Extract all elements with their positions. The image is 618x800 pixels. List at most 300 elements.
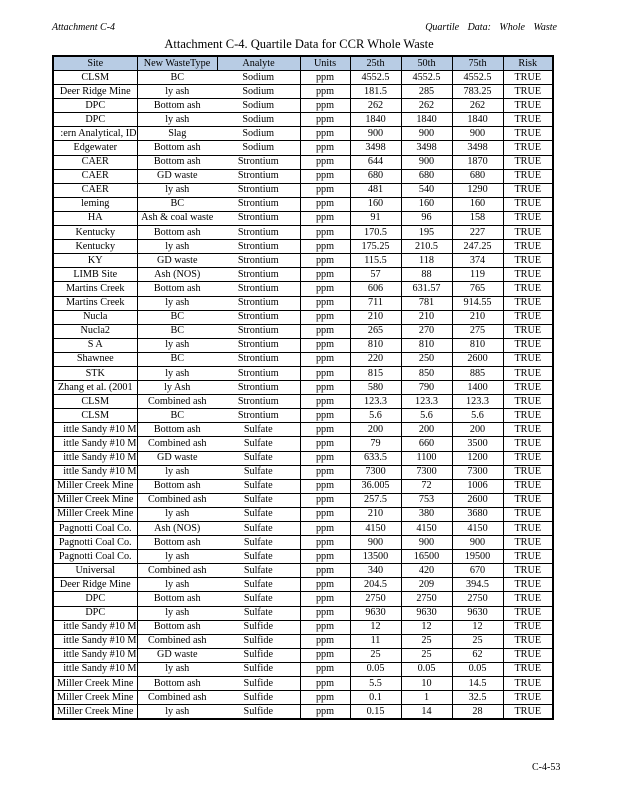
cell-units: ppm	[300, 536, 350, 550]
cell-p25: 4150	[350, 522, 401, 536]
cell-site: DPC	[53, 113, 137, 127]
cell-site: Nucla2	[53, 324, 137, 338]
cell-site: leming	[53, 197, 137, 211]
col-header-units: Units	[300, 56, 350, 71]
cell-p75: 9630	[452, 606, 503, 620]
cell-analyte: Sulfate	[217, 493, 300, 507]
cell-p75: 119	[452, 268, 503, 282]
cell-p25: 4552.5	[350, 71, 401, 85]
cell-site: ittle Sandy #10 M	[53, 620, 137, 634]
cell-analyte: Strontium	[217, 310, 300, 324]
cell-risk: TRUE	[503, 324, 553, 338]
cell-site: ittle Sandy #10 M	[53, 465, 137, 479]
cell-p75: 1006	[452, 479, 503, 493]
cell-p75: 62	[452, 648, 503, 662]
cell-waste-type: ly Ash	[137, 381, 217, 395]
cell-site: Kentucky	[53, 226, 137, 240]
cell-analyte: Sulfide	[217, 634, 300, 648]
cell-site: ittle Sandy #10 M	[53, 423, 137, 437]
cell-site: Martins Creek	[53, 282, 137, 296]
cell-risk: TRUE	[503, 240, 553, 254]
cell-units: ppm	[300, 296, 350, 310]
table-title-text: Attachment C-4. Quartile Data for CCR Whole Waste	[164, 37, 434, 51]
cell-units: ppm	[300, 451, 350, 465]
cell-risk: TRUE	[503, 451, 553, 465]
cell-p75: 32.5	[452, 691, 503, 705]
cell-risk: TRUE	[503, 507, 553, 521]
cell-p25: 711	[350, 296, 401, 310]
cell-site: DPC	[53, 606, 137, 620]
cell-p25: 262	[350, 99, 401, 113]
table-row	[53, 578, 553, 592]
cell-waste-type: BC	[137, 352, 217, 366]
cell-waste-type: ly ash	[137, 240, 217, 254]
cell-analyte: Sodium	[217, 71, 300, 85]
table-row	[53, 155, 553, 169]
cell-risk: TRUE	[503, 662, 553, 676]
cell-waste-type: ly ash	[137, 366, 217, 380]
cell-waste-type: Bottom ash	[137, 592, 217, 606]
cell-p75: 5.6	[452, 409, 503, 423]
cell-waste-type: Slag	[137, 127, 217, 141]
cell-analyte: Strontium	[217, 409, 300, 423]
cell-units: ppm	[300, 705, 350, 720]
cell-p75: 885	[452, 366, 503, 380]
cell-p50: 25	[401, 648, 452, 662]
cell-units: ppm	[300, 127, 350, 141]
quartile-data-table	[52, 55, 554, 720]
cell-p25: 257.5	[350, 493, 401, 507]
cell-units: ppm	[300, 352, 350, 366]
table-row	[53, 465, 553, 479]
cell-waste-type: Combined ash	[137, 691, 217, 705]
cell-site: Kentucky	[53, 240, 137, 254]
cell-waste-type: ly ash	[137, 183, 217, 197]
cell-analyte: Strontium	[217, 197, 300, 211]
cell-site: LIMB Site	[53, 268, 137, 282]
cell-p75: 394.5	[452, 578, 503, 592]
cell-waste-type: BC	[137, 197, 217, 211]
cell-p25: 7300	[350, 465, 401, 479]
cell-analyte: Sulfate	[217, 592, 300, 606]
cell-waste-type: Bottom ash	[137, 282, 217, 296]
cell-site: DPC	[53, 592, 137, 606]
cell-units: ppm	[300, 324, 350, 338]
table-row	[53, 141, 553, 155]
cell-p75: 158	[452, 211, 503, 225]
cell-risk: TRUE	[503, 634, 553, 648]
cell-risk: TRUE	[503, 550, 553, 564]
cell-waste-type: Ash & coal waste	[137, 211, 217, 225]
cell-waste-type: ly ash	[137, 662, 217, 676]
cell-p50: 7300	[401, 465, 452, 479]
cell-p50: 1100	[401, 451, 452, 465]
cell-risk: TRUE	[503, 395, 553, 409]
cell-site: Martins Creek	[53, 296, 137, 310]
cell-p75: 2600	[452, 352, 503, 366]
cell-p25: 0.05	[350, 662, 401, 676]
cell-analyte: Strontium	[217, 352, 300, 366]
table-row	[53, 691, 553, 705]
cell-analyte: Strontium	[217, 254, 300, 268]
cell-p50: 25	[401, 634, 452, 648]
cell-risk: TRUE	[503, 282, 553, 296]
cell-units: ppm	[300, 268, 350, 282]
cell-p75: 900	[452, 536, 503, 550]
cell-p75: 2600	[452, 493, 503, 507]
cell-units: ppm	[300, 169, 350, 183]
cell-site: Miller Creek Mine	[53, 479, 137, 493]
cell-analyte: Strontium	[217, 183, 300, 197]
cell-p25: 810	[350, 338, 401, 352]
cell-waste-type: ly ash	[137, 465, 217, 479]
cell-risk: TRUE	[503, 155, 553, 169]
cell-risk: TRUE	[503, 409, 553, 423]
cell-analyte: Sulfate	[217, 507, 300, 521]
cell-units: ppm	[300, 522, 350, 536]
cell-p25: 265	[350, 324, 401, 338]
cell-analyte: Strontium	[217, 226, 300, 240]
cell-analyte: Sulfate	[217, 522, 300, 536]
cell-units: ppm	[300, 465, 350, 479]
cell-units: ppm	[300, 395, 350, 409]
cell-p50: 680	[401, 169, 452, 183]
cell-risk: TRUE	[503, 226, 553, 240]
cell-units: ppm	[300, 381, 350, 395]
cell-p75: 210	[452, 310, 503, 324]
table-row	[53, 423, 553, 437]
cell-units: ppm	[300, 366, 350, 380]
cell-p75: 19500	[452, 550, 503, 564]
cell-site: ern Analytical, ID:	[53, 127, 137, 141]
cell-p50: 123.3	[401, 395, 452, 409]
cell-p25: 12	[350, 620, 401, 634]
cell-analyte: Strontium	[217, 169, 300, 183]
cell-p50: 631.57	[401, 282, 452, 296]
cell-site: ittle Sandy #10 M	[53, 634, 137, 648]
cell-p50: 781	[401, 296, 452, 310]
cell-units: ppm	[300, 155, 350, 169]
cell-risk: TRUE	[503, 366, 553, 380]
cell-site: CLSM	[53, 71, 137, 85]
cell-risk: TRUE	[503, 197, 553, 211]
cell-units: ppm	[300, 211, 350, 225]
cell-p75: 160	[452, 197, 503, 211]
running-header-right: Quartile Data: Whole Waste	[425, 22, 557, 33]
cell-p25: 5.6	[350, 409, 401, 423]
cell-waste-type: BC	[137, 71, 217, 85]
cell-site: ittle Sandy #10 M	[53, 437, 137, 451]
cell-analyte: Sulfate	[217, 423, 300, 437]
cell-p25: 5.5	[350, 677, 401, 691]
cell-p50: 753	[401, 493, 452, 507]
cell-p50: 380	[401, 507, 452, 521]
cell-p75: 262	[452, 99, 503, 113]
cell-p25: 204.5	[350, 578, 401, 592]
table-row	[53, 71, 553, 85]
cell-analyte: Sulfate	[217, 578, 300, 592]
table-row	[53, 620, 553, 634]
cell-units: ppm	[300, 71, 350, 85]
cell-p25: 1840	[350, 113, 401, 127]
cell-analyte: Sodium	[217, 141, 300, 155]
cell-p25: 160	[350, 197, 401, 211]
cell-waste-type: Bottom ash	[137, 620, 217, 634]
cell-analyte: Sulfate	[217, 451, 300, 465]
cell-analyte: Strontium	[217, 395, 300, 409]
cell-p75: 275	[452, 324, 503, 338]
cell-analyte: Sulfate	[217, 550, 300, 564]
cell-p50: 16500	[401, 550, 452, 564]
cell-analyte: Sulfate	[217, 437, 300, 451]
cell-site: DPC	[53, 99, 137, 113]
cell-site: Zhang et al. (2001	[53, 381, 137, 395]
cell-p50: 0.05	[401, 662, 452, 676]
cell-risk: TRUE	[503, 127, 553, 141]
cell-p50: 250	[401, 352, 452, 366]
cell-waste-type: ly ash	[137, 705, 217, 720]
cell-p25: 79	[350, 437, 401, 451]
cell-p25: 11	[350, 634, 401, 648]
cell-waste-type: Bottom ash	[137, 226, 217, 240]
cell-units: ppm	[300, 141, 350, 155]
cell-risk: TRUE	[503, 578, 553, 592]
cell-analyte: Strontium	[217, 338, 300, 352]
table-row	[53, 451, 553, 465]
cell-p50: 5.6	[401, 409, 452, 423]
cell-site: Miller Creek Mine	[53, 507, 137, 521]
cell-p25: 210	[350, 310, 401, 324]
cell-p50: 1	[401, 691, 452, 705]
cell-waste-type: ly ash	[137, 296, 217, 310]
col-header-25th: 25th	[350, 56, 401, 71]
cell-analyte: Sulfate	[217, 536, 300, 550]
cell-waste-type: ly ash	[137, 338, 217, 352]
cell-waste-type: ly ash	[137, 606, 217, 620]
cell-p25: 25	[350, 648, 401, 662]
cell-risk: TRUE	[503, 113, 553, 127]
cell-p25: 3498	[350, 141, 401, 155]
table-row	[53, 85, 553, 99]
cell-site: Miller Creek Mine	[53, 705, 137, 720]
cell-p50: 118	[401, 254, 452, 268]
cell-units: ppm	[300, 240, 350, 254]
cell-risk: TRUE	[503, 183, 553, 197]
cell-p75: 123.3	[452, 395, 503, 409]
cell-risk: TRUE	[503, 310, 553, 324]
cell-waste-type: Ash (NOS)	[137, 522, 217, 536]
table-row	[53, 395, 553, 409]
cell-p25: 123.3	[350, 395, 401, 409]
cell-waste-type: GD waste	[137, 648, 217, 662]
cell-units: ppm	[300, 282, 350, 296]
table-row	[53, 324, 553, 338]
cell-waste-type: BC	[137, 324, 217, 338]
cell-risk: TRUE	[503, 296, 553, 310]
cell-risk: TRUE	[503, 606, 553, 620]
cell-p25: 0.15	[350, 705, 401, 720]
cell-p50: 270	[401, 324, 452, 338]
table-row	[53, 113, 553, 127]
table-row	[53, 536, 553, 550]
cell-units: ppm	[300, 677, 350, 691]
cell-waste-type: Bottom ash	[137, 141, 217, 155]
cell-p25: 13500	[350, 550, 401, 564]
cell-waste-type: ly ash	[137, 507, 217, 521]
cell-risk: TRUE	[503, 620, 553, 634]
cell-p25: 181.5	[350, 85, 401, 99]
col-header-site: Site	[53, 56, 137, 71]
cell-risk: TRUE	[503, 437, 553, 451]
table-row	[53, 99, 553, 113]
cell-p50: 209	[401, 578, 452, 592]
table-row	[53, 479, 553, 493]
cell-p75: 374	[452, 254, 503, 268]
cell-risk: TRUE	[503, 85, 553, 99]
table-row	[53, 564, 553, 578]
cell-units: ppm	[300, 310, 350, 324]
cell-analyte: Sulfate	[217, 479, 300, 493]
cell-waste-type: Combined ash	[137, 395, 217, 409]
table-body	[53, 71, 553, 720]
cell-analyte: Strontium	[217, 296, 300, 310]
cell-p75: 0.05	[452, 662, 503, 676]
cell-waste-type: Bottom ash	[137, 155, 217, 169]
cell-p75: 1290	[452, 183, 503, 197]
cell-p25: 0.1	[350, 691, 401, 705]
cell-analyte: Strontium	[217, 211, 300, 225]
cell-risk: TRUE	[503, 169, 553, 183]
cell-p50: 285	[401, 85, 452, 99]
cell-waste-type: Bottom ash	[137, 479, 217, 493]
cell-p75: 1870	[452, 155, 503, 169]
cell-site: S A	[53, 338, 137, 352]
cell-risk: TRUE	[503, 211, 553, 225]
cell-p50: 900	[401, 155, 452, 169]
table-row	[53, 634, 553, 648]
table-row	[53, 677, 553, 691]
cell-p75: 1200	[452, 451, 503, 465]
cell-p75: 670	[452, 564, 503, 578]
cell-analyte: Sulfide	[217, 705, 300, 720]
cell-site: Shawnee	[53, 352, 137, 366]
cell-units: ppm	[300, 423, 350, 437]
cell-p50: 900	[401, 536, 452, 550]
cell-site: Deer Ridge Mine	[53, 578, 137, 592]
cell-waste-type: Bottom ash	[137, 99, 217, 113]
cell-units: ppm	[300, 606, 350, 620]
cell-waste-type: ly ash	[137, 550, 217, 564]
cell-p75: 914.55	[452, 296, 503, 310]
cell-waste-type: GD waste	[137, 451, 217, 465]
cell-units: ppm	[300, 648, 350, 662]
cell-p75: 3498	[452, 141, 503, 155]
cell-units: ppm	[300, 338, 350, 352]
cell-p25: 220	[350, 352, 401, 366]
cell-p75: 12	[452, 620, 503, 634]
cell-p50: 14	[401, 705, 452, 720]
cell-p25: 340	[350, 564, 401, 578]
cell-risk: TRUE	[503, 564, 553, 578]
cell-site: Edgewater	[53, 141, 137, 155]
cell-units: ppm	[300, 113, 350, 127]
cell-risk: TRUE	[503, 254, 553, 268]
cell-site: STK	[53, 366, 137, 380]
cell-p50: 4552.5	[401, 71, 452, 85]
cell-p50: 9630	[401, 606, 452, 620]
cell-p50: 210	[401, 310, 452, 324]
cell-p75: 4150	[452, 522, 503, 536]
cell-p75: 14.5	[452, 677, 503, 691]
cell-p75: 680	[452, 169, 503, 183]
cell-p75: 200	[452, 423, 503, 437]
cell-waste-type: Bottom ash	[137, 423, 217, 437]
cell-analyte: Sodium	[217, 85, 300, 99]
cell-p25: 115.5	[350, 254, 401, 268]
cell-analyte: Strontium	[217, 282, 300, 296]
cell-p50: 200	[401, 423, 452, 437]
col-header-waste-type: New WasteType	[137, 56, 217, 71]
cell-waste-type: Bottom ash	[137, 677, 217, 691]
col-header-analyte: Analyte	[217, 56, 300, 71]
cell-analyte: Strontium	[217, 366, 300, 380]
cell-units: ppm	[300, 507, 350, 521]
cell-p50: 4150	[401, 522, 452, 536]
cell-units: ppm	[300, 183, 350, 197]
cell-p25: 680	[350, 169, 401, 183]
cell-site: CLSM	[53, 409, 137, 423]
cell-risk: TRUE	[503, 99, 553, 113]
cell-units: ppm	[300, 592, 350, 606]
table-row	[53, 606, 553, 620]
cell-analyte: Strontium	[217, 324, 300, 338]
cell-site: Miller Creek Mine	[53, 691, 137, 705]
cell-site: ittle Sandy #10 M	[53, 648, 137, 662]
cell-units: ppm	[300, 197, 350, 211]
cell-waste-type: GD waste	[137, 169, 217, 183]
cell-p75: 765	[452, 282, 503, 296]
table-row	[53, 211, 553, 225]
table-row	[53, 296, 553, 310]
table-title	[0, 37, 618, 52]
cell-waste-type: Combined ash	[137, 564, 217, 578]
cell-waste-type: ly ash	[137, 85, 217, 99]
cell-p50: 88	[401, 268, 452, 282]
cell-p25: 900	[350, 536, 401, 550]
cell-waste-type: ly ash	[137, 113, 217, 127]
cell-site: Universal	[53, 564, 137, 578]
cell-site: CAER	[53, 169, 137, 183]
cell-p75: 783.25	[452, 85, 503, 99]
cell-analyte: Sulfide	[217, 662, 300, 676]
table-row	[53, 197, 553, 211]
cell-risk: TRUE	[503, 536, 553, 550]
cell-p50: 96	[401, 211, 452, 225]
cell-analyte: Sulfide	[217, 677, 300, 691]
cell-analyte: Sulfide	[217, 620, 300, 634]
cell-p75: 25	[452, 634, 503, 648]
cell-risk: TRUE	[503, 268, 553, 282]
cell-p50: 790	[401, 381, 452, 395]
cell-units: ppm	[300, 564, 350, 578]
cell-p50: 160	[401, 197, 452, 211]
cell-risk: TRUE	[503, 691, 553, 705]
cell-site: KY	[53, 254, 137, 268]
cell-units: ppm	[300, 226, 350, 240]
cell-p75: 3680	[452, 507, 503, 521]
cell-units: ppm	[300, 691, 350, 705]
cell-p50: 540	[401, 183, 452, 197]
